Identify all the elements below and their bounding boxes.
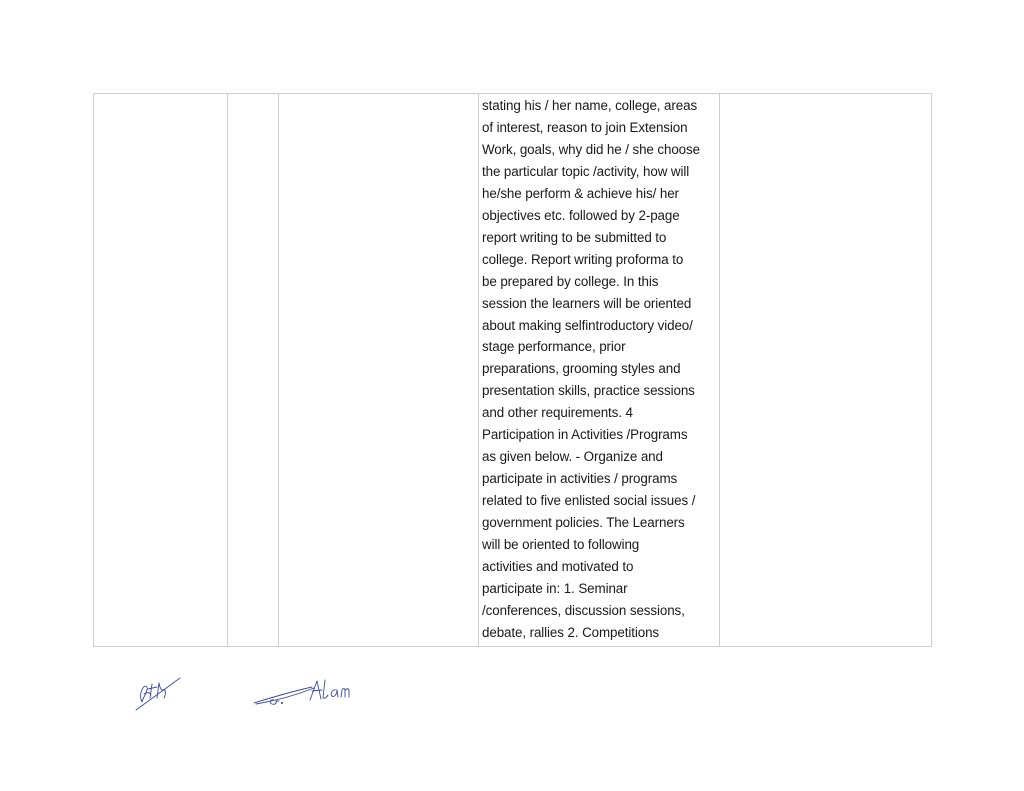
cell-text: stating his / her name, college, areas of interest, reason to join Extension Work, goals, why did he / she choose the particular topic /activity, how will he/she perform & achieve his/ her objectives etc. followed by 2-page report writing to be submitted to college. Report writing proforma to be prepared by college. In this session the learners will be oriented about making selfintroductory video/ stage performance, prior preparations, grooming styles and presentation skills, practice sessions and other requirements. 4 Participation in Activities /Programs as given below. - Organize and participate in activities / programs related to five enlisted social issues / government policies. The Learners will be oriented to following activities and motivated to participate in: 1. Seminar /conferences, discussion sessions, debate, rallies 2. Competitions xyxy=(482,98,700,640)
document-table xyxy=(93,93,932,647)
table-cell-1 xyxy=(94,94,228,647)
signature-image xyxy=(250,672,360,708)
table-row xyxy=(94,94,932,647)
cell-text xyxy=(279,94,478,95)
table-cell-4 xyxy=(479,94,720,647)
cell-text xyxy=(228,94,278,95)
table-cell-3 xyxy=(279,94,479,647)
cell-text xyxy=(720,94,931,95)
table-cell-2 xyxy=(228,94,279,647)
cell-text xyxy=(94,94,227,95)
signature-image xyxy=(130,672,186,714)
table-cell-5 xyxy=(720,94,932,647)
